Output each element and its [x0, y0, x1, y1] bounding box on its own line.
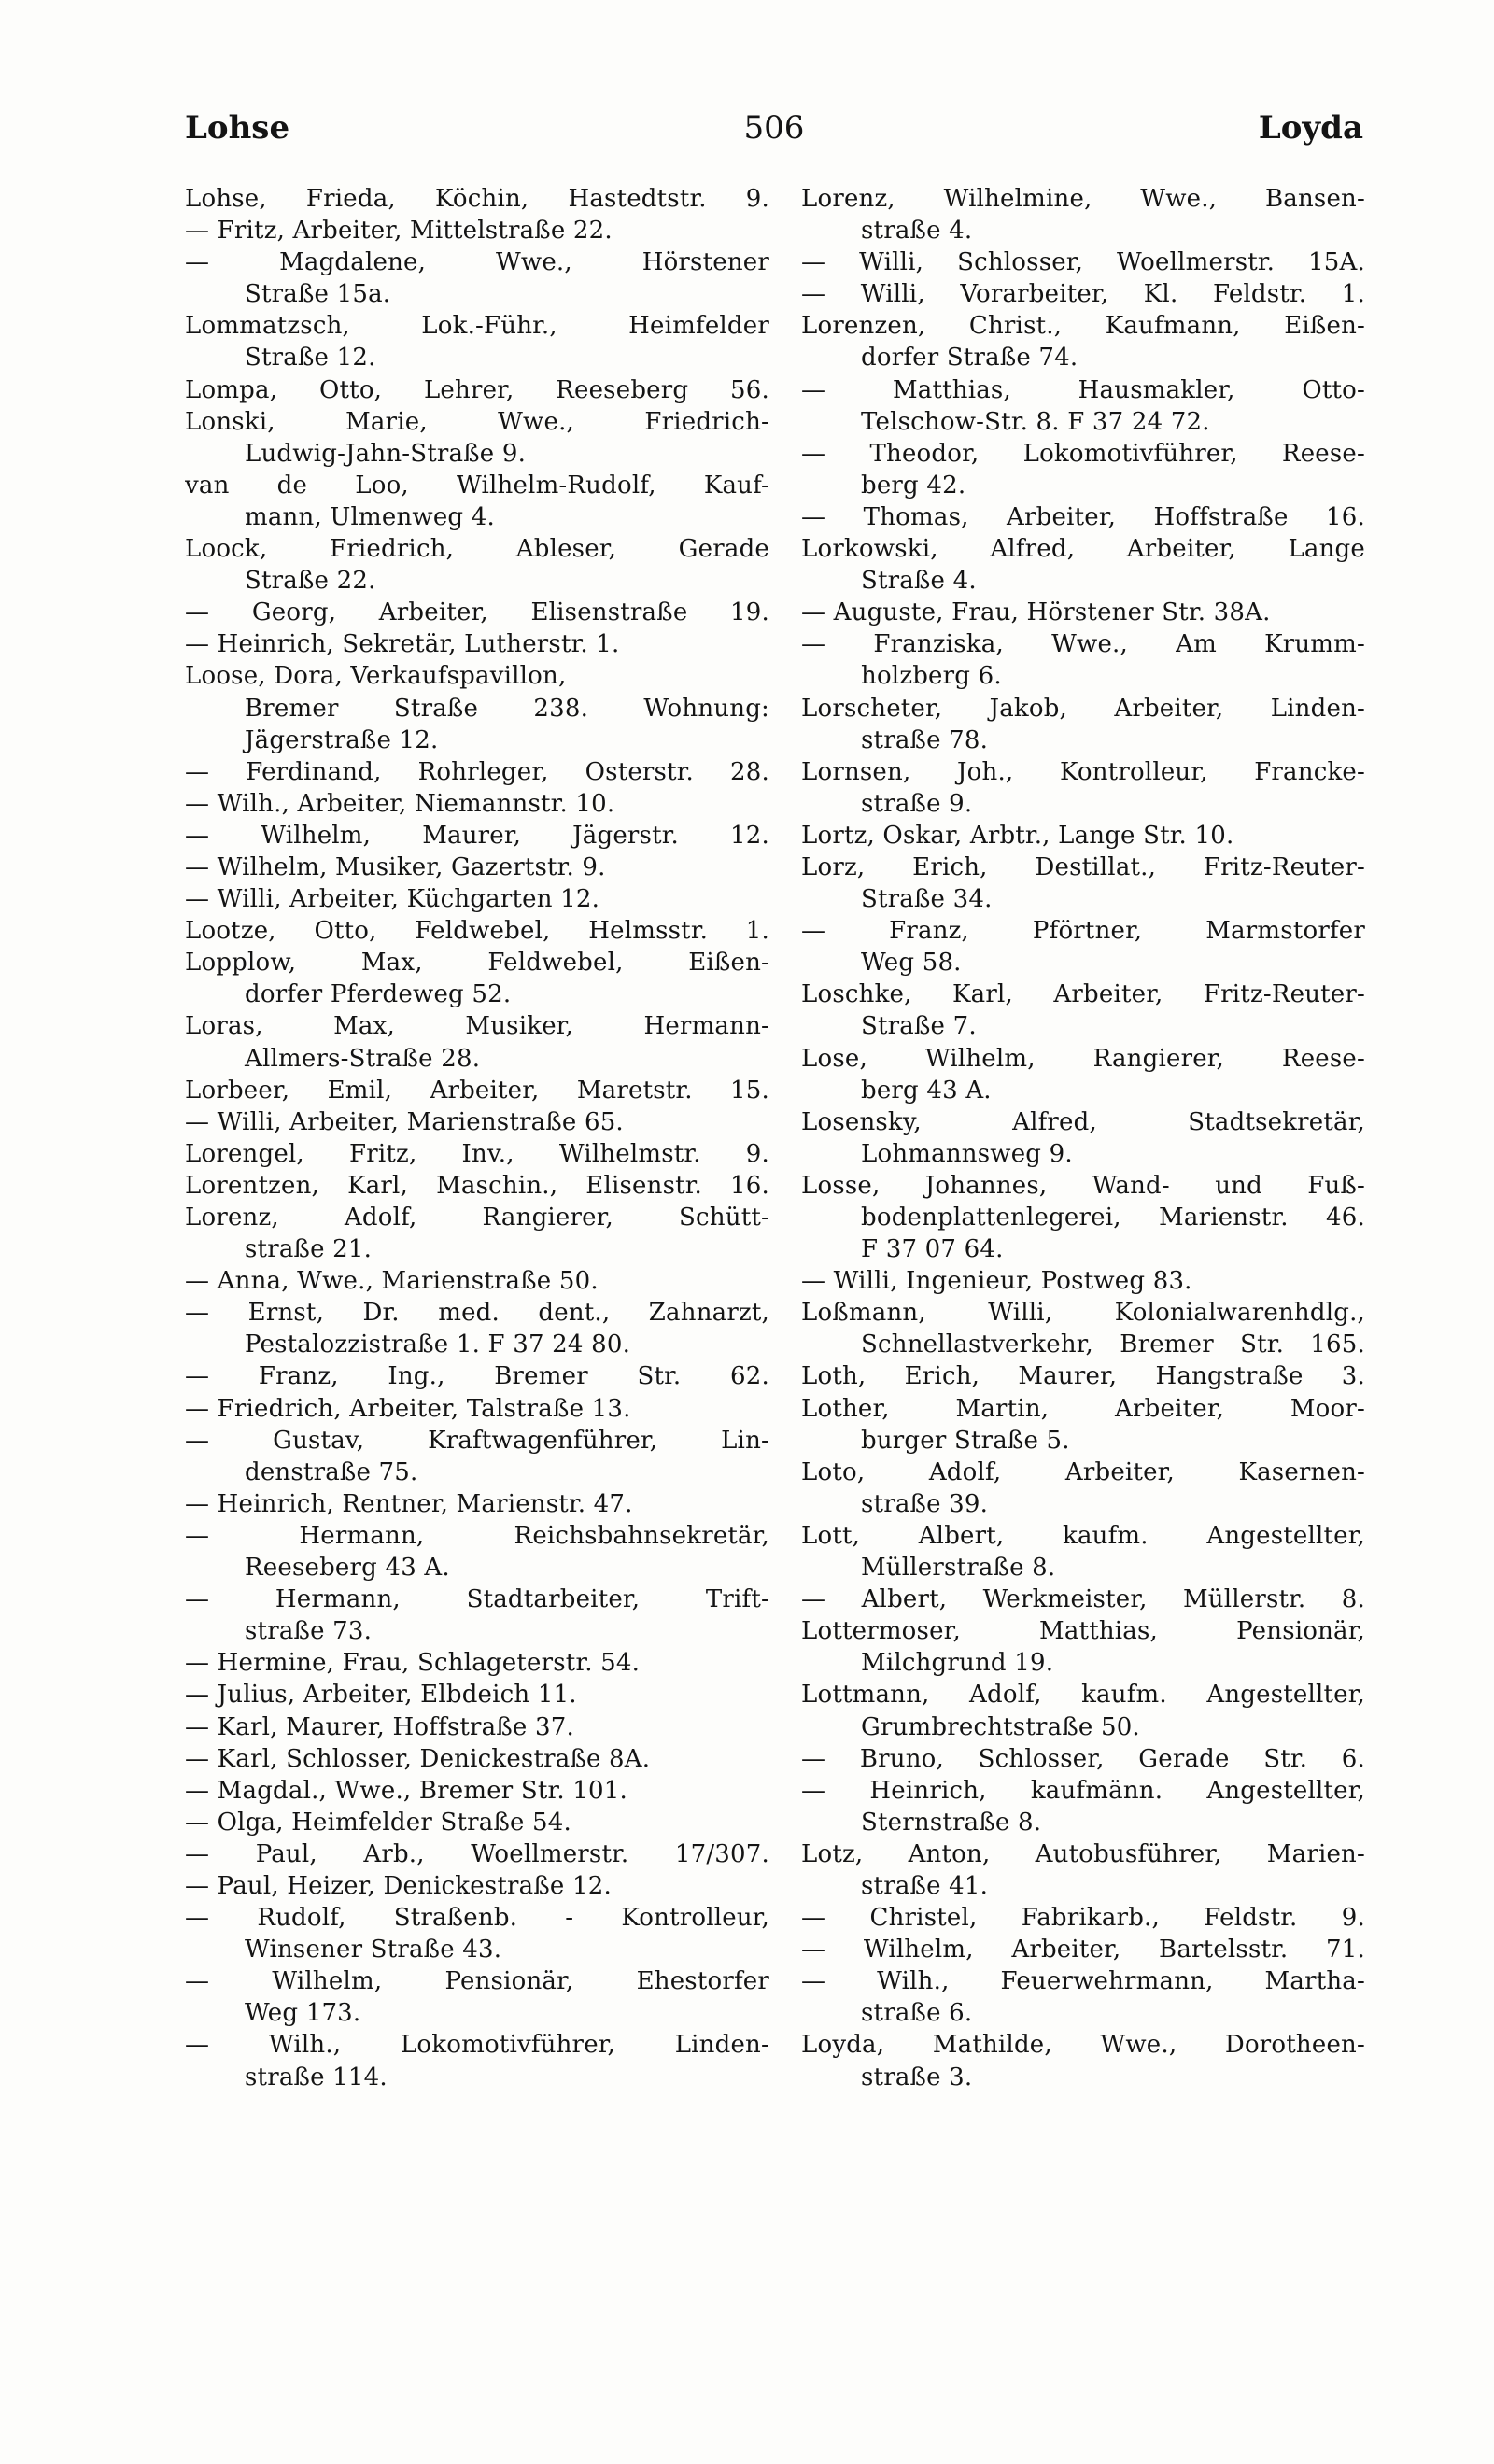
directory-line: Loose, Dora, Verkaufspavillon,	[185, 662, 567, 691]
directory-line: Lootze, Otto, Feldwebel, Helmsstr. 1.	[185, 917, 769, 946]
directory-line: Losensky, Alfred, Stadtsekretär,	[801, 1107, 1365, 1136]
directory-line: — Magdal., Wwe., Bremer Str. 101.	[185, 1776, 627, 1805]
directory-line: — Wilhelm, Maurer, Jägerstr. 12.	[185, 821, 769, 850]
directory-line: — Wilhelm, Musiker, Gazertstr. 9.	[185, 852, 606, 881]
directory-line: Loras, Max, Musiker, Hermann-	[185, 1012, 769, 1041]
left-column	[185, 183, 769, 2093]
directory-line: — Theodor, Lokomotivführer, Reese-	[801, 439, 1365, 468]
directory-line: Müllerstraße 8.	[861, 1554, 1056, 1583]
directory-line: — Paul, Heizer, Denickestraße 12.	[185, 1871, 612, 1900]
directory-line: Straße 4.	[861, 567, 977, 596]
directory-line: Loock, Friedrich, Ableser, Gerade	[185, 535, 769, 564]
directory-line: Reeseberg 43 A.	[245, 1554, 450, 1583]
directory-line: Lompa, Otto, Lehrer, Reeseberg 56.	[185, 375, 769, 404]
directory-line: Grumbrechtstraße 50.	[861, 1712, 1140, 1741]
directory-line: — Wilh., Feuerwehrmann, Martha-	[801, 1967, 1365, 1996]
directory-line: Lornsen, Joh., Kontrolleur, Francke-	[801, 757, 1365, 786]
directory-line: Lopplow, Max, Feldwebel, Eißen-	[185, 949, 769, 978]
directory-line: holzberg 6.	[861, 662, 1002, 691]
directory-line: Jägerstraße 12.	[245, 725, 439, 754]
directory-line: Lottmann, Adolf, kaufm. Angestellter,	[801, 1681, 1365, 1710]
directory-line: — Wilh., Lokomotivführer, Linden-	[185, 2031, 769, 2060]
directory-line: Lottermoser, Matthias, Pensionär,	[801, 1617, 1365, 1646]
directory-line: — Willi, Ingenieur, Postweg 83.	[801, 1267, 1192, 1296]
directory-line: — Willi, Vorarbeiter, Kl. Feldstr. 1.	[801, 280, 1365, 309]
directory-line: Lommatzsch, Lok.-Führ., Heimfelder	[185, 312, 769, 341]
directory-line: — Wilhelm, Arbeiter, Bartelsstr. 71.	[801, 1936, 1365, 1964]
directory-line: bodenplattenlegerei, Marienstr. 46.	[861, 1204, 1365, 1232]
directory-line: Weg 58.	[861, 949, 962, 978]
page-number: 506	[743, 109, 805, 147]
directory-line: F 37 07 64.	[861, 1235, 1004, 1264]
directory-line: — Thomas, Arbeiter, Hoffstraße 16.	[801, 502, 1365, 531]
directory-line: dorfer Pferdeweg 52.	[245, 980, 512, 1009]
directory-line: — Hermann, Reichsbahnsekretär,	[185, 1521, 769, 1550]
directory-line: Schnellastverkehr, Bremer Str. 165.	[861, 1331, 1365, 1359]
directory-line: Lorbeer, Emil, Arbeiter, Maretstr. 15.	[185, 1076, 769, 1105]
directory-line: Sternstraße 8.	[861, 1808, 1042, 1837]
directory-line: Allmers-Straße 28.	[245, 1044, 481, 1073]
directory-line: — Franz, Ing., Bremer Str. 62.	[185, 1362, 769, 1391]
directory-line: berg 43 A.	[861, 1076, 992, 1105]
directory-line: Lorengel, Fritz, Inv., Wilhelmstr. 9.	[185, 1139, 769, 1168]
directory-line: — Heinrich, Rentner, Marienstr. 47.	[185, 1489, 633, 1518]
directory-line: — Paul, Arb., Woellmerstr. 17/307.	[185, 1839, 769, 1868]
directory-line: Straße 34.	[861, 885, 993, 914]
directory-line: straße 4.	[861, 217, 973, 246]
directory-line: Straße 15a.	[245, 280, 391, 309]
directory-line: Lonski, Marie, Wwe., Friedrich-	[185, 407, 769, 436]
directory-line: straße 114.	[245, 2063, 388, 2091]
directory-line: — Rudolf, Straßenb. - Kontrolleur,	[185, 1904, 769, 1933]
directory-line: straße 39.	[861, 1489, 989, 1518]
directory-line: Pestalozzistraße 1. F 37 24 80.	[245, 1331, 631, 1359]
directory-line: — Friedrich, Arbeiter, Talstraße 13.	[185, 1394, 631, 1423]
header-first-entry: Lohse	[185, 109, 290, 147]
directory-line: — Christel, Fabrikarb., Feldstr. 9.	[801, 1904, 1365, 1933]
directory-line: Lorentzen, Karl, Maschin., Elisenstr. 16.	[185, 1171, 769, 1200]
directory-line: — Magdalene, Wwe., Hörstener	[185, 248, 769, 277]
directory-line: — Gustav, Kraftwagenführer, Lin-	[185, 1426, 769, 1455]
directory-line: straße 73.	[245, 1617, 373, 1646]
directory-line: — Karl, Maurer, Hoffstraße 37.	[185, 1712, 574, 1741]
directory-line: burger Straße 5.	[861, 1426, 1070, 1455]
directory-line: Lortz, Oskar, Arbtr., Lange Str. 10.	[801, 821, 1234, 850]
directory-line: Lohse, Frieda, Köchin, Hastedtstr. 9.	[185, 185, 769, 213]
directory-line: Lohmannsweg 9.	[861, 1139, 1073, 1168]
directory-line: Lorkowski, Alfred, Arbeiter, Lange	[801, 535, 1365, 564]
directory-line: — Bruno, Schlosser, Gerade Str. 6.	[801, 1744, 1365, 1773]
directory-line: — Karl, Schlosser, Denickestraße 8A.	[185, 1744, 651, 1773]
directory-line: Straße 7.	[861, 1012, 977, 1041]
directory-line: Loßmann, Willi, Kolonialwarenhdlg.,	[801, 1299, 1365, 1328]
directory-line: denstraße 75.	[245, 1457, 418, 1486]
directory-line: — Willi, Arbeiter, Küchgarten 12.	[185, 885, 600, 914]
directory-line: — Anna, Wwe., Marienstraße 50.	[185, 1267, 599, 1296]
directory-line: Straße 12.	[245, 344, 376, 373]
directory-line: — Hermann, Stadtarbeiter, Trift-	[185, 1585, 769, 1614]
directory-line: straße 3.	[861, 2063, 973, 2091]
directory-line: Ludwig-Jahn-Straße 9.	[245, 439, 527, 468]
directory-line: Lotz, Anton, Autobusführer, Marien-	[801, 1839, 1365, 1868]
directory-line: Lorenz, Wilhelmine, Wwe., Bansen-	[801, 185, 1365, 213]
directory-line: — Heinrich, Sekretär, Lutherstr. 1.	[185, 630, 620, 659]
directory-line: Straße 22.	[245, 567, 376, 596]
directory-line: Lorscheter, Jakob, Arbeiter, Linden-	[801, 694, 1365, 723]
directory-line: Lorz, Erich, Destillat., Fritz-Reuter-	[801, 852, 1365, 881]
directory-line: Lother, Martin, Arbeiter, Moor-	[801, 1394, 1365, 1423]
directory-line: — Ernst, Dr. med. dent., Zahnarzt,	[185, 1299, 769, 1328]
directory-line: Lorenz, Adolf, Rangierer, Schütt-	[185, 1204, 769, 1232]
directory-line: straße 6.	[861, 1999, 973, 2028]
directory-line: — Wilhelm, Pensionär, Ehestorfer	[185, 1967, 769, 1996]
directory-line: Loth, Erich, Maurer, Hangstraße 3.	[801, 1362, 1365, 1391]
right-column	[801, 183, 1365, 2093]
directory-line: — Hermine, Frau, Schlageterstr. 54.	[185, 1649, 641, 1678]
directory-line: Losse, Johannes, Wand- und Fuß-	[801, 1171, 1365, 1200]
directory-line: Weg 173.	[245, 1999, 361, 2028]
directory-line: — Franz, Pförtner, Marmstorfer	[801, 917, 1365, 946]
directory-line: berg 42.	[861, 471, 966, 500]
directory-line: Winsener Straße 43.	[245, 1936, 502, 1964]
directory-line: Milchgrund 19.	[861, 1649, 1054, 1678]
directory-line: straße 41.	[861, 1871, 989, 1900]
directory-line: — Wilh., Arbeiter, Niemannstr. 10.	[185, 789, 615, 818]
directory-line: — Julius, Arbeiter, Elbdeich 11.	[185, 1681, 577, 1710]
directory-line: — Auguste, Frau, Hörstener Str. 38A.	[801, 598, 1271, 627]
directory-line: Lott, Albert, kaufm. Angestellter,	[801, 1521, 1365, 1550]
directory-line: Lose, Wilhelm, Rangierer, Reese-	[801, 1044, 1365, 1073]
directory-line: — Georg, Arbeiter, Elisenstraße 19.	[185, 598, 769, 627]
directory-line: Telschow-Str. 8. F 37 24 72.	[861, 407, 1210, 436]
directory-line: dorfer Straße 74.	[861, 344, 1078, 373]
directory-line: Loschke, Karl, Arbeiter, Fritz-Reuter-	[801, 980, 1365, 1009]
directory-line: — Franziska, Wwe., Am Krumm-	[801, 630, 1365, 659]
directory-line: — Olga, Heimfelder Straße 54.	[185, 1808, 572, 1837]
directory-line: mann, Ulmenweg 4.	[245, 502, 495, 531]
header-last-entry: Loyda	[1258, 109, 1363, 147]
directory-line: — Ferdinand, Rohrleger, Osterstr. 28.	[185, 757, 769, 786]
directory-line: straße 78.	[861, 725, 989, 754]
directory-line: straße 21.	[245, 1235, 373, 1264]
directory-line: — Matthias, Hausmakler, Otto-	[801, 375, 1365, 404]
directory-line: Lorenzen, Christ., Kaufmann, Eißen-	[801, 312, 1365, 341]
page-header	[185, 105, 1363, 161]
directory-line: Loyda, Mathilde, Wwe., Dorotheen-	[801, 2031, 1365, 2060]
directory-line: — Willi, Schlosser, Woellmerstr. 15A.	[801, 248, 1365, 277]
directory-line: — Heinrich, kaufmänn. Angestellter,	[801, 1776, 1365, 1805]
directory-line: Bremer Straße 238. Wohnung:	[245, 694, 769, 723]
directory-line: — Fritz, Arbeiter, Mittelstraße 22.	[185, 217, 613, 246]
directory-line: Loto, Adolf, Arbeiter, Kasernen-	[801, 1457, 1365, 1486]
directory-line: van de Loo, Wilhelm-Rudolf, Kauf-	[185, 471, 769, 500]
directory-line: straße 9.	[861, 789, 973, 818]
directory-line: — Willi, Arbeiter, Marienstraße 65.	[185, 1107, 624, 1136]
directory-line: — Albert, Werkmeister, Müllerstr. 8.	[801, 1585, 1365, 1614]
